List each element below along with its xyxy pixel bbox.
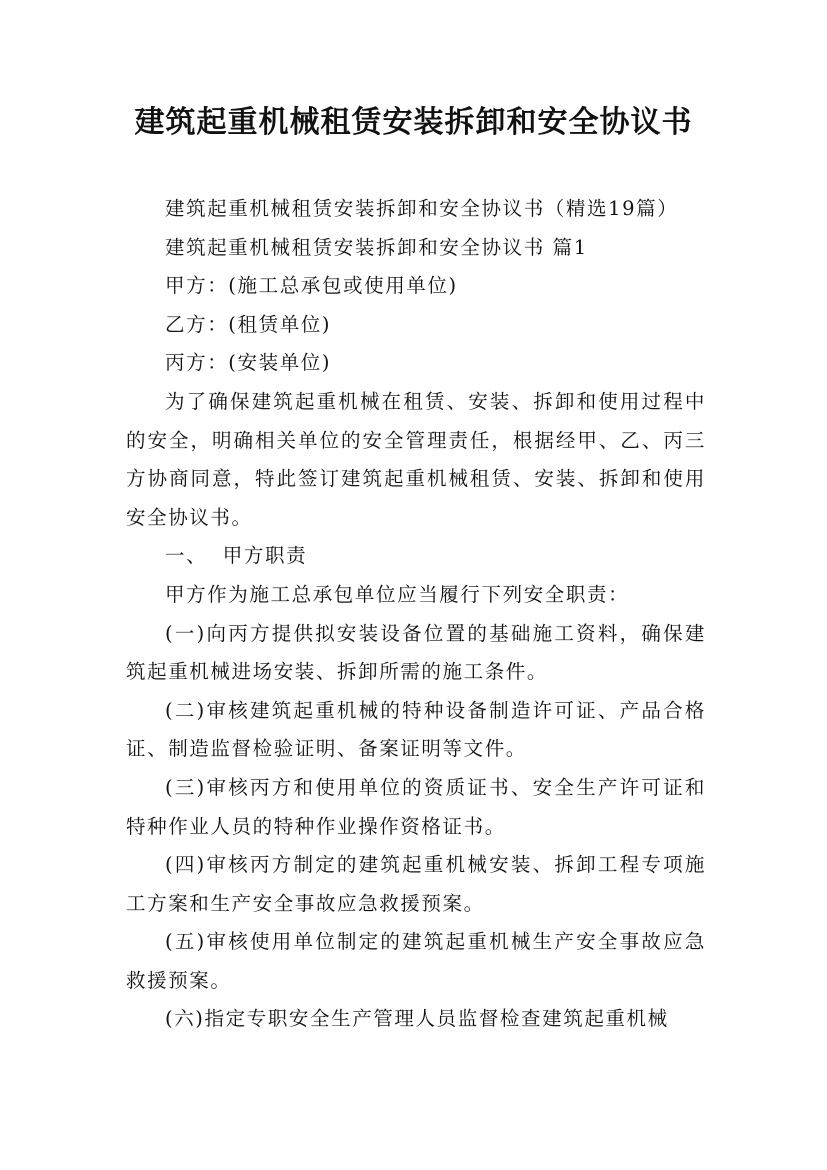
section-one-heading: 一、 甲方职责	[165, 544, 308, 568]
intro-paragraph: 为了确保建筑起重机械在租赁、安装、拆卸和使用过程中的安全，明确相关单位的安全管理责任，根据经甲、乙、丙三方协商同意，特此签订建筑起重机械租赁、安装、拆卸和使用安全协议书。	[126, 389, 706, 529]
party-a-line: 甲方：(施工总承包或使用单位)	[165, 274, 458, 298]
duty-item-1: (一)向丙方提供拟安装设备位置的基础施工资料，确保建筑起重机械进场安装、拆卸所需的施工条件。	[126, 621, 706, 684]
duty-item-3: (三)审核丙方和使用单位的资质证书、安全生产许可证和特种作业人员的特种作业操作资格证书。	[126, 775, 706, 838]
party-c-line: 丙方：(安装单位)	[165, 351, 332, 375]
duty-item-2: (二)审核建筑起重机械的特种设备制造许可证、产品合格证、制造监督检验证明、备案证明等文件。	[126, 698, 706, 761]
document-title: 建筑起重机械租赁安装拆卸和安全协议书	[134, 105, 693, 140]
party-a-duties-intro: 甲方作为施工总承包单位应当履行下列安全职责：	[165, 582, 630, 606]
duty-item-6: (六)指定专职安全生产管理人员监督检查建筑起重机械	[165, 1007, 669, 1031]
duty-item-5: (五)审核使用单位制定的建筑起重机械生产安全事故应急救援预案。	[126, 930, 706, 992]
document-body	[126, 190, 706, 1039]
section-heading-paragraph: 建筑起重机械租赁安装拆卸和安全协议书 篇1	[165, 235, 588, 259]
party-b-line: 乙方：(租赁单位)	[165, 312, 332, 336]
subtitle-paragraph: 建筑起重机械租赁安装拆卸和安全协议书（精选19篇）	[165, 197, 679, 220]
duty-item-4: (四)审核丙方制定的建筑起重机械安装、拆卸工程专项施工方案和生产安全事故应急救援预案。	[126, 853, 706, 915]
